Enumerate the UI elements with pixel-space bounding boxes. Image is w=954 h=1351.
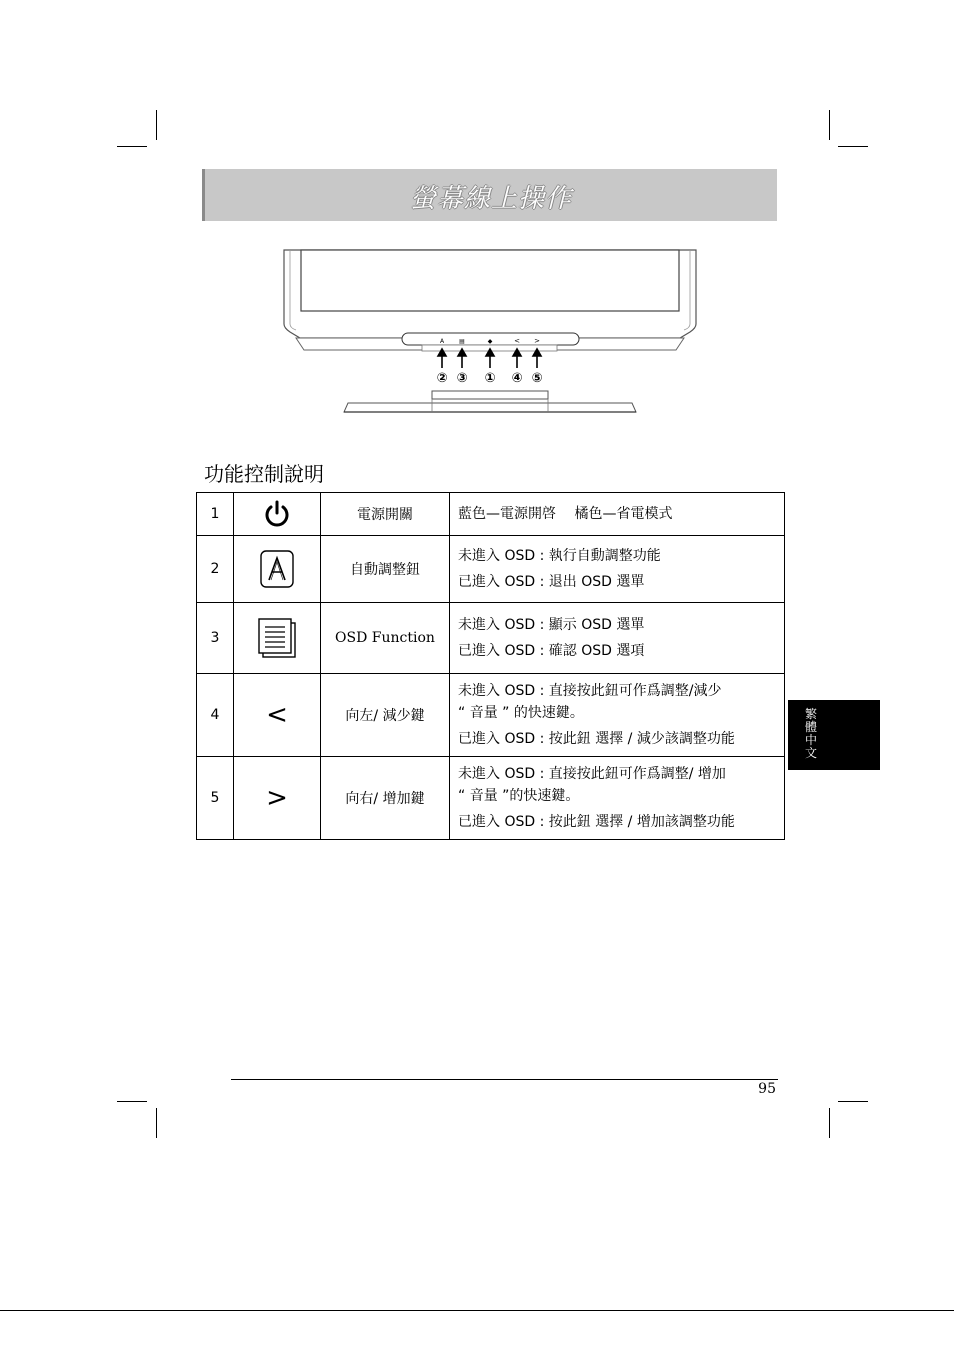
callout-1: ① (484, 371, 496, 386)
description-line: 已進入 OSD : 按此鈕 選擇 / 增加該調整功能 (458, 814, 735, 830)
button-label-left: < (514, 337, 520, 345)
callout-4: ④ (511, 371, 523, 386)
less-than-icon: < (266, 700, 288, 730)
power-icon (234, 499, 320, 529)
crop-mark (829, 110, 830, 140)
crop-mark (838, 146, 868, 147)
greater-than-icon: > (266, 783, 288, 813)
row-number: 3 (197, 603, 234, 674)
callout-5: ⑤ (531, 371, 543, 386)
description-line: 未進入 OSD : 顯示 OSD 選單 (458, 617, 645, 633)
description-line: 未進入 OSD : 執行自動調整功能 (458, 548, 661, 564)
control-name: 自動調整鈕 (321, 536, 450, 603)
description-line: “ 音量 ”的快速鍵。 (458, 788, 580, 804)
crop-mark (117, 1101, 147, 1102)
description-line: 已進入 OSD : 退出 OSD 選單 (458, 574, 645, 590)
control-name: 向右/ 增加鍵 (321, 757, 450, 840)
description-line: 未進入 OSD : 直接按此鈕可作爲調整/ 增加 (458, 766, 726, 782)
page-title: 螢幕線上操作 (409, 184, 572, 214)
table-row (197, 757, 785, 840)
description-line: 藍色—電源開啓 橘色—省電模式 (458, 506, 673, 522)
button-label-right: > (534, 337, 540, 345)
language-tab-label: 繁體中文 (804, 707, 817, 760)
controls-table (196, 492, 785, 840)
table-row (197, 674, 785, 757)
button-label-menu: ▤ (459, 338, 465, 345)
page-number: 95 (758, 1081, 776, 1097)
crop-mark (829, 1108, 830, 1138)
title-banner (202, 169, 777, 221)
row-number: 2 (197, 536, 234, 603)
control-name: 向左/ 減少鍵 (321, 674, 450, 757)
button-label-power: ◆ (487, 338, 493, 345)
table-row (197, 536, 785, 603)
menu-icon (234, 617, 320, 659)
crop-mark (156, 1108, 157, 1138)
crop-mark (156, 110, 157, 140)
description-line: 已進入 OSD : 按此鈕 選擇 / 減少該調整功能 (458, 731, 735, 747)
row-number: 5 (197, 757, 234, 840)
crop-mark (838, 1101, 868, 1102)
table-row (197, 603, 785, 674)
auto-adjust-icon (234, 549, 320, 589)
monitor-diagram (280, 246, 700, 418)
page-edge-line (0, 1310, 954, 1311)
row-number: 1 (197, 493, 234, 536)
callout-2: ② (436, 371, 448, 386)
description-line: 已進入 OSD : 確認 OSD 選項 (458, 643, 645, 659)
table-row (197, 493, 785, 536)
control-name: 電源開關 (321, 493, 450, 536)
language-tab (788, 700, 880, 770)
callout-3: ③ (456, 371, 468, 386)
description-line: “ 音量 ” 的快速鍵。 (458, 705, 584, 721)
crop-mark (117, 146, 147, 147)
footer-rule (231, 1079, 778, 1080)
control-name: OSD Function (321, 603, 450, 674)
description-line: 未進入 OSD : 直接按此鈕可作爲調整/減少 (458, 683, 722, 699)
button-label-auto: A (439, 338, 445, 345)
section-title: 功能控制說明 (204, 462, 324, 486)
row-number: 4 (197, 674, 234, 757)
